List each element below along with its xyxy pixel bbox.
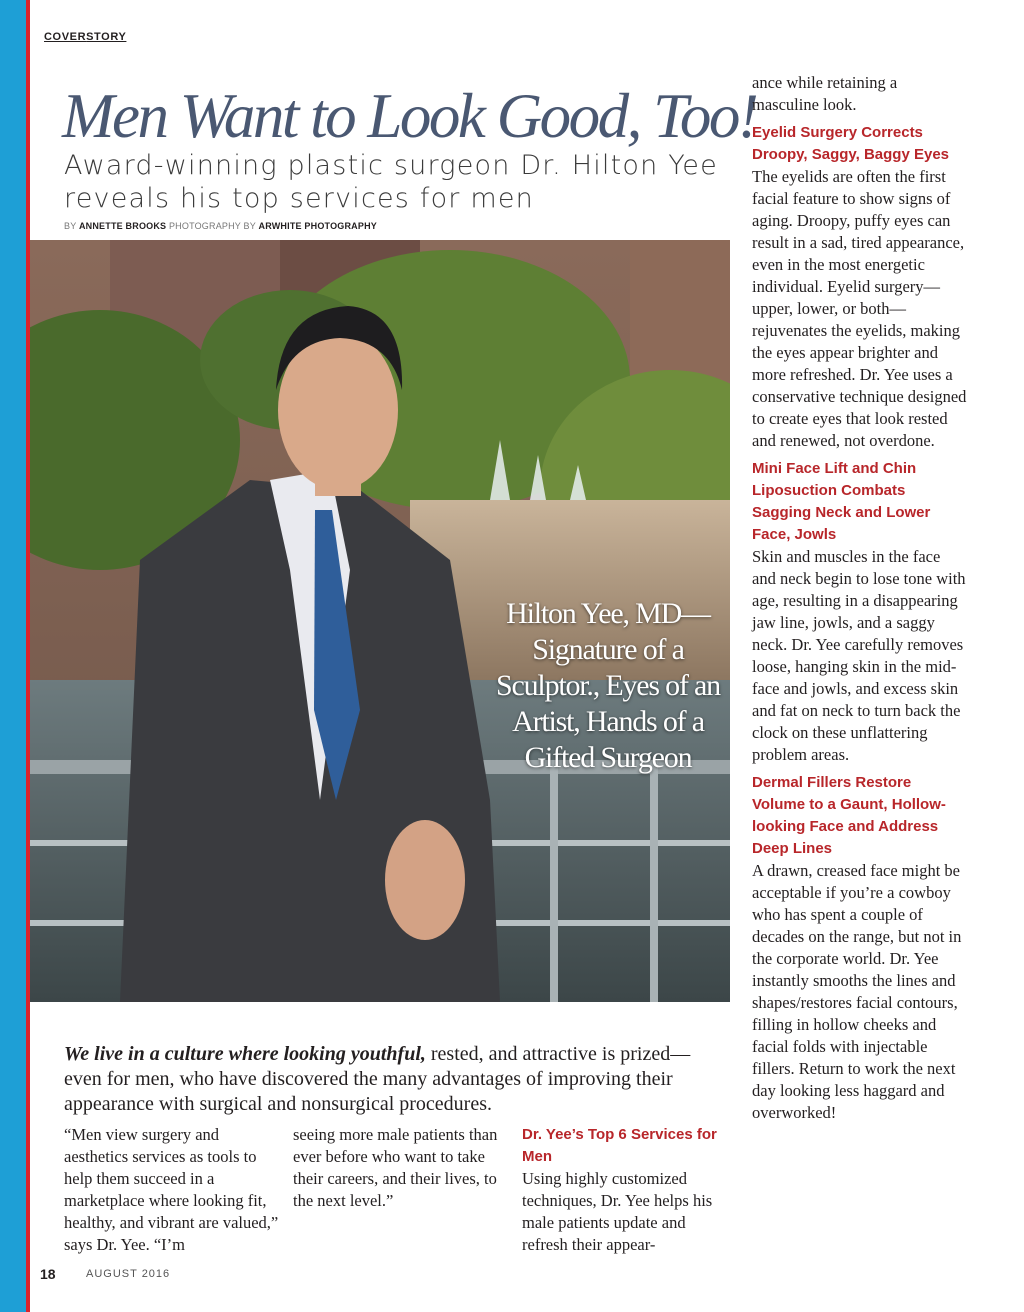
- byline: BY ANNETTE BROOKS PHOTOGRAPHY BY ARWHITE PHOTOGRAPHY: [64, 221, 377, 231]
- section-heading: Mini Face Lift and Chin Liposuction Combats Sagging Neck and Lower Face, Jowls: [752, 460, 931, 543]
- body-column-2: [293, 1124, 508, 1212]
- article-title: Men Want to Look Good, Too!: [62, 81, 757, 151]
- left-edge-bar: [0, 0, 26, 1312]
- page-number: 18: [40, 1266, 56, 1282]
- section-heading: Dr. Yee’s Top 6 Services for Men: [522, 1126, 717, 1165]
- author-name: ANNETTE BROOKS: [78, 221, 167, 231]
- intro-emphasis: We live in a culture where looking youthful,: [64, 1043, 426, 1065]
- issue-date: AUGUST 2016: [86, 1268, 171, 1280]
- section-heading: Eyelid Surgery Corrects Droopy, Saggy, Baggy Eyes: [752, 124, 949, 163]
- body-text: seeing more male patients than ever before who want to take their careers, and their lives, to the next level.”: [293, 1125, 498, 1210]
- section-heading: Dermal Fillers Restore Volume to a Gaunt, Hollow-looking Face and Address Deep Lines: [752, 774, 946, 857]
- article-subtitle: Award-winning plastic surgeon Dr. Hilton Yee reveals his top services for men: [64, 150, 718, 214]
- body-text: Using highly customized techniques, Dr. Yee helps his male patients update and refresh their appear-: [522, 1169, 713, 1254]
- intro-paragraph: We live in a culture where looking youthful, rested, and attractive is prized—even for men, who have discovered the many advantages of improving their appearance with surgical and nonsurgical procedures.: [64, 1043, 691, 1115]
- section-label: COVERSTORY: [44, 31, 127, 43]
- photo-caption: Hilton Yee, MD—Signature of a Sculptor., Eyes of an Artist, Hands of a Gifted Surgeon: [496, 597, 720, 774]
- body-column-3: [522, 1124, 722, 1256]
- body-text: ance while retaining a masculine look.: [752, 73, 898, 114]
- body-text: Skin and muscles in the face and neck begin to lose tone with age, resulting in a disappearing jaw line, jowls, and a saggy neck. Dr. Yee carefully removes loose, hanging skin in the mid-face and jowls, and excess skin and fat on neck to turn back the clock on these unflattering problem areas.: [752, 547, 966, 764]
- body-text: “Men view surgery and aesthetics services as tools to help them succeed in a marketplace where looking fit, healthy, and vibrant are valued,” says Dr. Yee. “I’m: [64, 1125, 279, 1254]
- body-text: A drawn, creased face might be acceptable if you’re a cowboy who has spent a couple of decades on the range, but not in the corporate world. Dr. Yee instantly smooths the lines and shapes/restores facial contours, filling in hollow cheeks and facial folds with injectable fillers. Return to work the next day looking less haggard and overworked!: [752, 861, 962, 1122]
- body-column-1: [64, 1124, 284, 1256]
- photographer-name: ARWHITE PHOTOGRAPHY: [258, 221, 377, 231]
- body-text: The eyelids are often the first facial feature to show signs of aging. Droopy, puffy eyes can result in a sad, tired appearance, even in the most energetic individual. Eyelid surgery—upper, lower, or both— rejuvenates the eyelids, making the eyes appear brighter and more refreshed. Dr. Yee uses a conservative technique designed to create eyes that look rested and renewed, not overdone.: [752, 167, 967, 450]
- body-column-4: [752, 72, 967, 1124]
